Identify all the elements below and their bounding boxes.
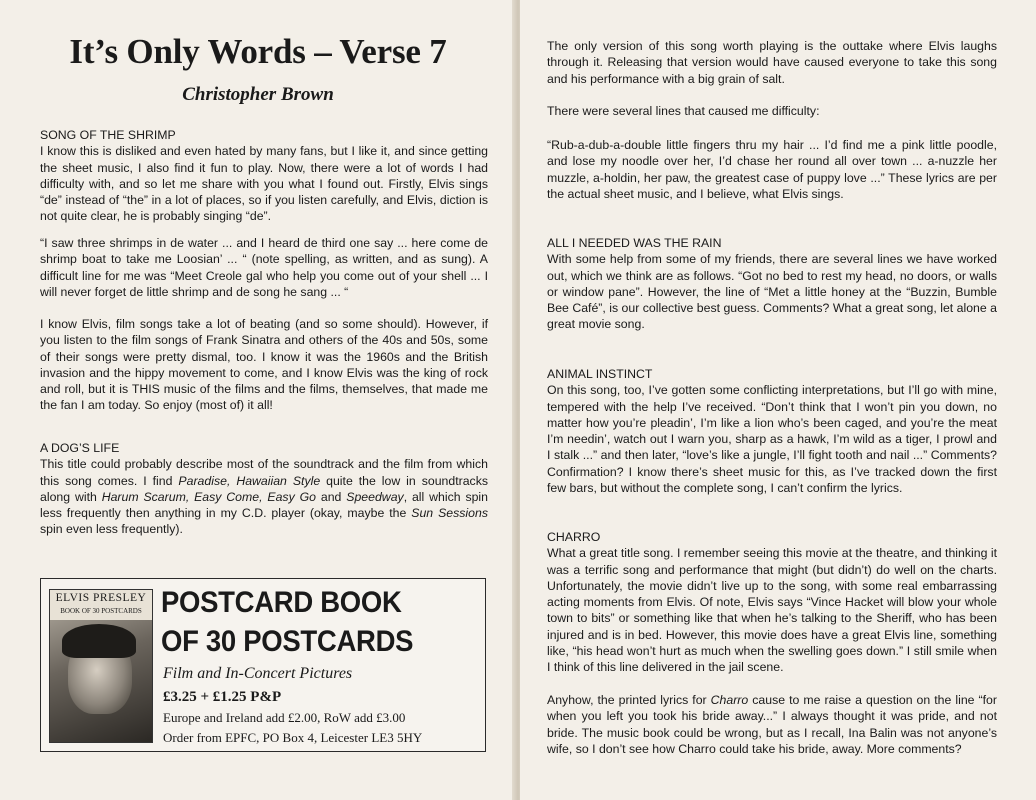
section-heading: CHARRO bbox=[547, 530, 601, 544]
section-heading: ANIMAL INSTINCT bbox=[547, 367, 653, 381]
section-charro bbox=[547, 529, 997, 676]
postcard-book-cover-image bbox=[49, 589, 153, 743]
section-all-i-needed-was-the-rain bbox=[547, 235, 997, 333]
section-heading: SONG OF THE SHRIMP bbox=[40, 128, 176, 142]
paragraph-poodle-lyrics bbox=[547, 137, 997, 202]
cover-label bbox=[50, 590, 152, 620]
article-title: It’s Only Words – Verse 7 bbox=[69, 32, 447, 71]
section-animal-instinct bbox=[547, 366, 997, 496]
paragraph: I know Elvis, film songs take a lot of beating (and so some should). However, if you listen to the film songs of Frank Sinatra and others of the 40s and 50s, some of their songs were pretty dismal, too. I know it was the 1960s and the British invasion and the hippy movement to come, and I know Elvis was the king of rock and roll, but it is THIS music of the films and the films, themselves, that made me the fan I am today. So enjoy (most of) it all! bbox=[40, 317, 488, 413]
left-page bbox=[0, 0, 516, 800]
advert-shipping: Europe and Ireland add £2.00, RoW add £3.00 bbox=[163, 710, 406, 725]
paragraph: With some help from some of my friends, there are several lines we have worked out, which we think are as follows. “Got no bed to rest my head, no doors, or walls or window pane”. However, the line of “Met a little honey at the “Buzzin, Bumble Bee Café”, is our collective best guess. Comments? What a great song, let alone a great movie song. bbox=[547, 252, 997, 332]
advert-price: £3.25 + £1.25 P&P bbox=[163, 689, 282, 705]
paragraph: There were several lines that caused me difficulty: bbox=[547, 104, 820, 118]
paragraph-difficulty bbox=[547, 103, 997, 119]
paragraph: “I saw three shrimps in de water ... and I heard de third one say ... here come de shrimp boat to take me Loosian’ ... “ (note spelling, as written, and as sung). A difficult line for me was “Meet Creole gal who help you come out of your shell ... I will never forget de little shrimp and de song he sang ... “ bbox=[40, 236, 488, 299]
section-a-dogs-life bbox=[40, 440, 488, 538]
paragraph: Anyhow, the printed lyrics for Charro cause to me raise a question on the line “for when you left you took his bride away...” I always thought it was pride, and not bride. The music book could be wrong, but as I recall, Ina Balin was not anyone’s wife, so I don’t see how Charro could take his bride, away. More comments? bbox=[547, 693, 997, 756]
elvis-portrait-hair bbox=[62, 624, 136, 658]
paragraph-charro-lyrics bbox=[547, 692, 997, 757]
cover-subtitle: BOOK OF 30 POSTCARDS bbox=[60, 607, 142, 615]
advert-title-line1: POSTCARD BOOK bbox=[161, 585, 402, 619]
paragraph-shrimp-lyrics bbox=[40, 235, 488, 300]
paragraph: What a great title song. I remember seeing this movie at the theatre, and thinking it was a terrific song and performance that might (but didn’t) do well on the charts. Unfortunately, the movie didn’t live up to the song, with some real embarrassing acting moments from Elvis. Of note, Elvis says “Vince Hacket will blow your whole town to bits” or something like that when he’s talking to the Sheriff, who has been injured and is in bed. However, this movie does have a great Elvis line, something like, “his head won’t hurt as much when the swelling goes down.” I still smile when I think of this line delivered in the jail scene. bbox=[547, 546, 997, 675]
section-song-of-the-shrimp bbox=[40, 127, 488, 225]
section-heading: A DOG’S LIFE bbox=[40, 441, 120, 455]
section-heading: ALL I NEEDED WAS THE RAIN bbox=[547, 236, 722, 250]
postcard-book-advert bbox=[40, 578, 486, 752]
advert-title-line2: OF 30 POSTCARDS bbox=[161, 624, 414, 658]
paragraph: This title could probably describe most of the soundtrack and the film from which this song comes. I find Paradise, Hawaiian Style quite the low in soundtracks along with Harum Scarum, Easy Come, Easy Go and Speedway, all which spin less frequently then anything in my C.D. player (okay, maybe the Sun Sessions spin even less frequently). bbox=[40, 457, 489, 537]
paragraph-film-songs bbox=[40, 316, 488, 414]
paragraph: “Rub-a-dub-a-double little fingers thru my hair ... I’d find me a pink little poodle, and lose my noodle over her, I’d chase her round all over town ... a-nuzzle her muzzle, a-holdin, her paw, the greatest case of puppy love ...” These lyrics are per the actual sheet music, and I believe, what Elvis sings. bbox=[547, 138, 997, 201]
advert-order-address: Order from EPFC, PO Box 4, Leicester LE3 5HY bbox=[163, 730, 423, 745]
paragraph: I know this is disliked and even hated by many fans, but I like it, and since getting the sheet music, I also find it fun to play. Now, there were a lot of words I had difficulty with, and so let me share with you what I found out. Firstly, Elvis sings “de” instead of “the” in a lot of places, so if you listen carefully, and Elvis, diction is not quite clear, he is probably singing “de”. bbox=[40, 144, 488, 224]
paragraph: The only version of this song worth playing is the outtake where Elvis laughs through it. Releasing that version would have caused everyone to take this song and his performance with a big grain of salt. bbox=[547, 39, 997, 86]
advert-title bbox=[161, 583, 413, 661]
paragraph-outtake bbox=[547, 38, 997, 87]
cover-title: ELVIS PRESLEY bbox=[55, 592, 147, 604]
advert-subtitle: Film and In-Concert Pictures bbox=[163, 665, 353, 682]
paragraph: On this song, too, I’ve gotten some conflicting interpretations, but I’ll go with mine, tempered with the help I’ve received. “Don’t think that I won’t pin you down, no matter how you’re pleadin’, I’m like a lion who’s been caged, and you’re the meat I’m needin’, watch out I warn you, sharp as a hawk, I’m wild as a tiger, I prowl and I stalk ...” and then later, “love’s like a jungle, I’ll fight tooth and nail ...” Comments? Confirmation? I know there’s sheet music for this, as I’ve tracked down the first few bars, but without the complete song, I can’t confirm the lyrics. bbox=[547, 383, 997, 496]
article-author: Christopher Brown bbox=[182, 84, 334, 105]
